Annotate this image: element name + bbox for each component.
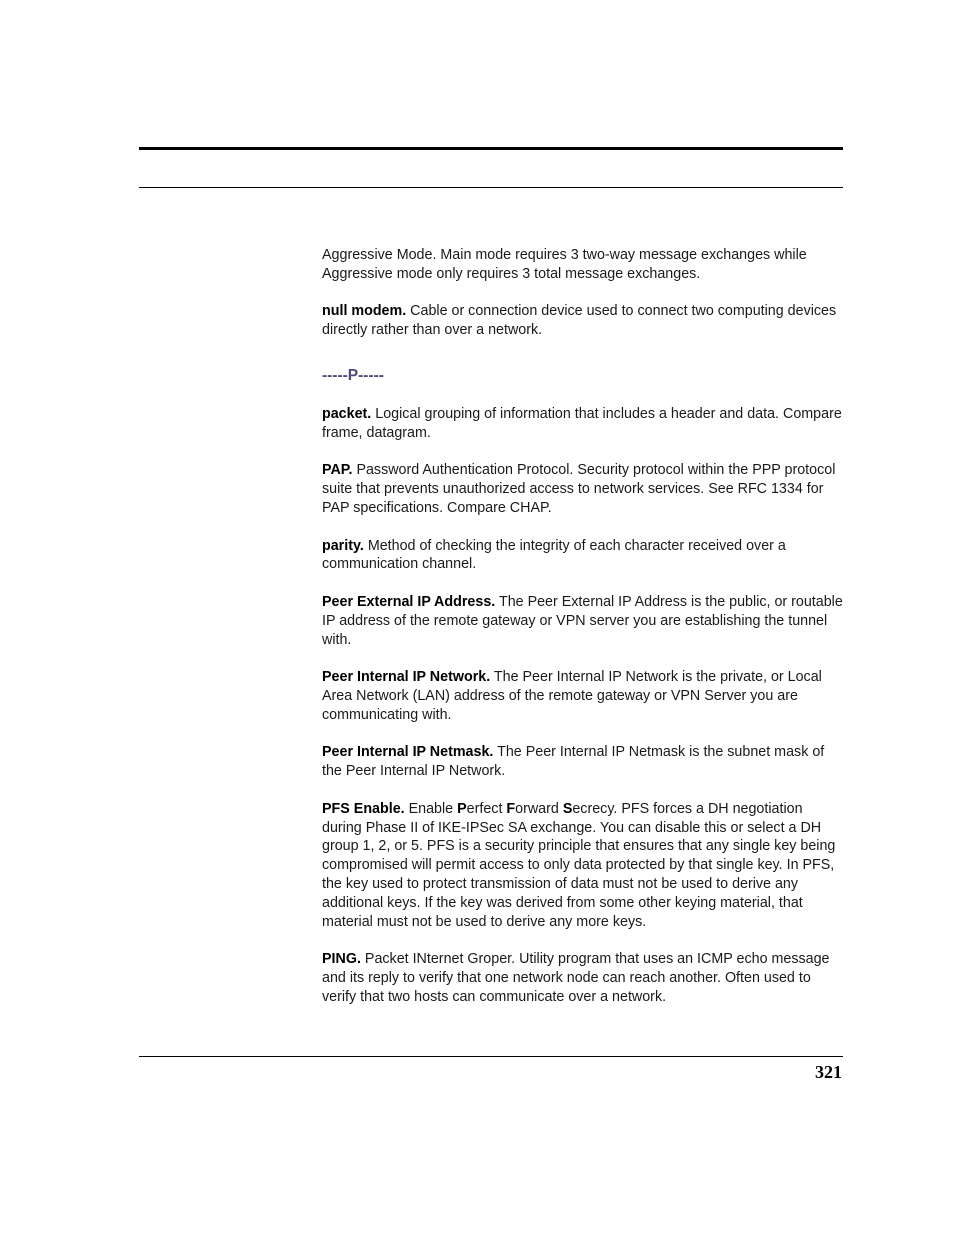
entry-definition: Cable or connection device used to connect two computing devices directly rather than over a network. — [322, 303, 837, 339]
entry-term: null modem. — [322, 303, 407, 320]
glossary-entry-peer-internal-ip-netmask — [322, 743, 844, 781]
section-heading-p: -----P----- — [322, 366, 384, 384]
entry-definition: The Peer External IP Address is the public, or routable IP address of the remote gateway or VPN server you are establishing the tunnel with. — [322, 593, 843, 648]
glossary-entry-peer-internal-ip-network — [322, 668, 844, 724]
glossary-entry-continued — [322, 246, 844, 284]
entry-term: parity. — [322, 537, 364, 554]
entry-definition: Packet INternet Groper. Utility program that uses an ICMP echo message and its reply to verify that one network node can reach another. Often used to verify that two hosts can communicate over a network. — [322, 951, 830, 1005]
entry-definition-part: Enable — [404, 800, 458, 817]
entry-term: Peer Internal IP Netmask. — [322, 744, 494, 761]
entry-definition: Method of checking the integrity of each character received over a communication channel. — [322, 537, 786, 573]
footer-rule — [139, 1056, 843, 1057]
entry-term: Peer Internal IP Network. — [322, 669, 491, 686]
glossary-entry-parity — [322, 537, 844, 575]
glossary-entry-peer-external-ip-address — [322, 593, 844, 649]
acronym-letter-s: S — [562, 800, 573, 817]
acronym-letter-p: P — [457, 800, 467, 817]
glossary-entry-pfs-enable — [322, 800, 844, 932]
header-rule-thick — [139, 147, 843, 150]
glossary-content — [322, 246, 844, 1025]
entry-term: packet. — [322, 405, 372, 422]
entry-definition: The Peer Internal IP Netmask is the subnet mask of the Peer Internal IP Network. — [322, 744, 825, 780]
page-number: 321 — [815, 1062, 842, 1082]
glossary-entry-packet — [322, 405, 844, 443]
entry-definition-part: erfect — [466, 800, 507, 817]
glossary-entry-pap — [322, 461, 844, 517]
acronym-letter-f: F — [506, 800, 516, 817]
glossary-entry-null-modem — [322, 302, 844, 340]
entry-definition: The Peer Internal IP Network is the private, or Local Area Network (LAN) address of the remote gateway or VPN Server you are communicating with. — [322, 669, 822, 723]
entry-term: PFS Enable. — [322, 800, 405, 817]
entry-definition: Aggressive Mode. Main mode requires 3 two-way message exchanges while Aggressive mode only requires 3 total message exchanges. — [322, 247, 807, 282]
entry-definition: Logical grouping of information that includes a header and data. Compare frame, datagram. — [322, 405, 842, 441]
entry-definition-part: orward — [515, 800, 563, 817]
glossary-entry-ping — [322, 950, 844, 1006]
entry-definition: Password Authentication Protocol. Security protocol within the PPP protocol suite that prevents unauthorized access to network services. See RFC 1334 for PAP specifications. Compare CHAP. — [322, 462, 836, 516]
entry-term: PAP. — [322, 462, 353, 479]
entry-definition-part: ecrecy. PFS forces a DH negotiation during Phase II of IKE-IPSec SA exchange. You can disable this or select a DH group 1, 2, or 5. PFS is a security principle that ensures that any single key being compromised will permit access to only data protected by that single key. In PFS, the key used to protect transmission of data must not be used to derive any additional keys. If the key was derived from some other keying material, that material must not be used to derive any more keys. — [322, 800, 836, 930]
entry-term: PING. — [322, 951, 361, 968]
entry-term: Peer External IP Address. — [322, 593, 496, 610]
header-rule-thin — [139, 187, 843, 188]
